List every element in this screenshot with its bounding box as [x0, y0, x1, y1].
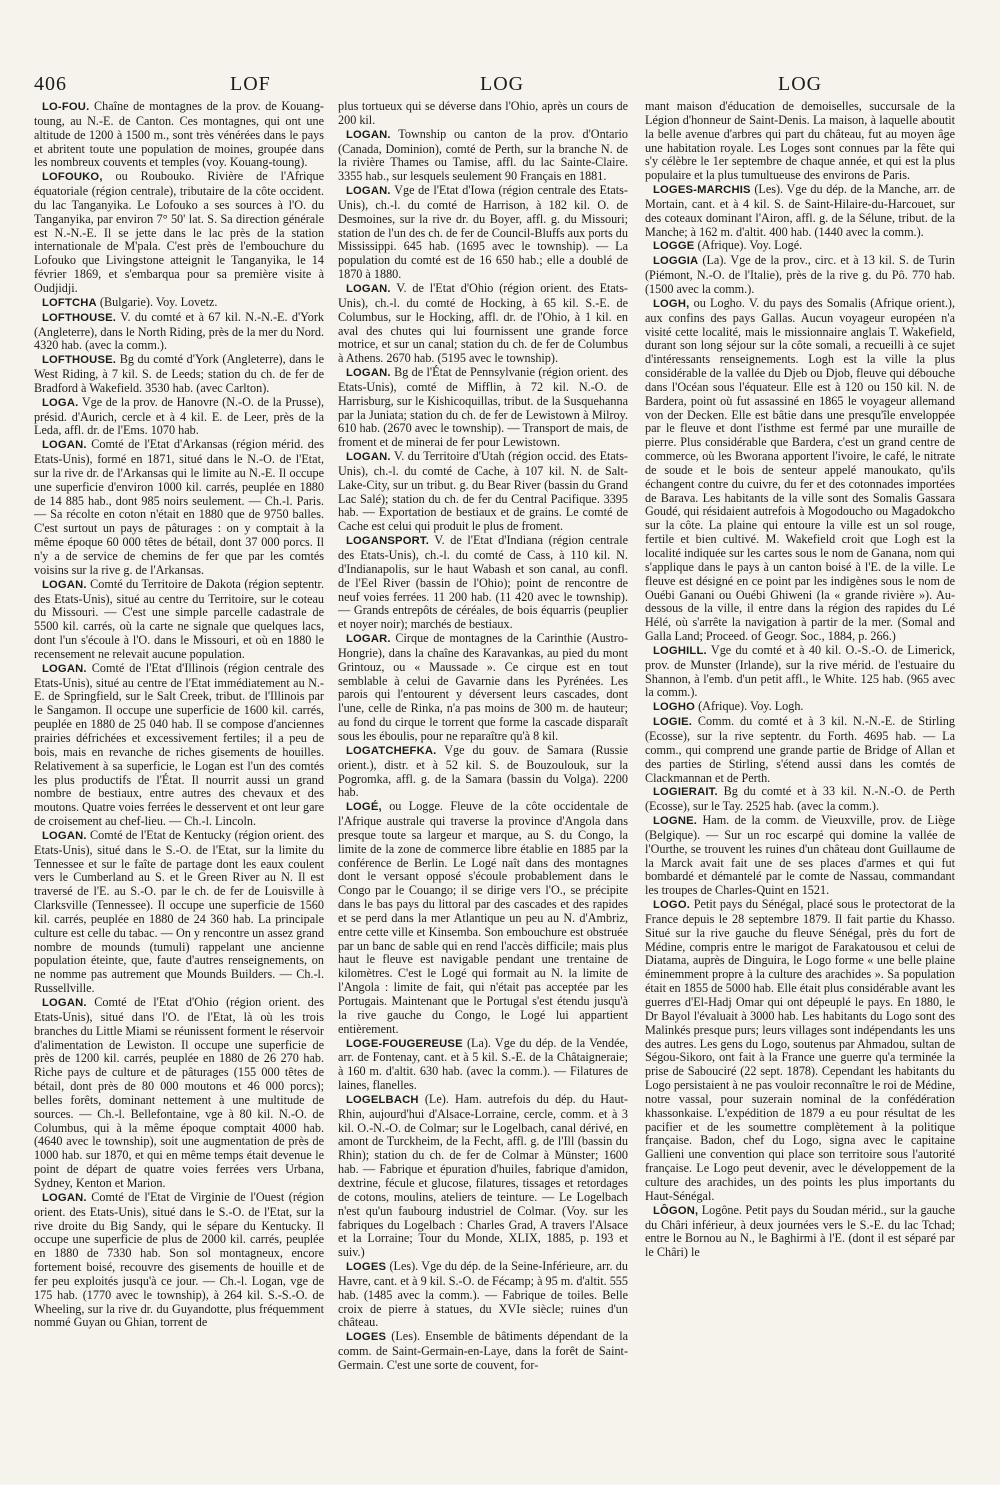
entry-headword: LOGAN. — [42, 997, 87, 1009]
entry-headword: LOGAR. — [346, 633, 391, 646]
entry-text: plus tortueux qui se déverse dans l'Ohio, après un cours de 200 kil. — [338, 100, 628, 127]
dictionary-entry — [34, 438, 324, 577]
entry-text: (Bulgarie). Voy. Lovetz. — [96, 294, 218, 309]
entry-text: Comté de l'Etat d'Ohio (région orient. des Etats-Unis), situé dans l'O. de l'Etat, là où les trois branches du Little Miami se réunissent forment le réservoir d'alimentation de Lewiston. Il occupe une superficie de près de 1200 kil. carrés, peuplée en 1880 de 26 270 hab. Riche pays de culture et de pâturages (155 000 têtes de bétail, dont près de 80 000 moutons et 46 000 porcs); belles forêts, dominant nettement à une multitude de sources. — Ch.-l. Bellefontaine, vge à 80 kil. N.-O. de Columbus, qui à la même époque comptait 4000 hab. (4640 avec le township), soit une augmentation de près de 1000 hab. sur 1870, et qui en même temps était devenue le point de départ de quatre voies ferrées vers Urbana, Sydney, Kenton et Marion. — [34, 995, 324, 1190]
dictionary-entry — [645, 700, 955, 715]
entry-text: (Afrique). Voy. Logé. — [694, 238, 803, 253]
entry-headword: LOGAN. — [42, 578, 87, 591]
dictionary-entry — [338, 800, 628, 1036]
dictionary-entry — [338, 1330, 628, 1373]
entry-text: ou Logho. V. du pays des Somalis (Afrique orient.), aux confins des pays Gallas. Aucun voyageur européen n'a visité cette localité, mais le missionnaire anglais T. Wakefield, durant son long séjour sur la côte somali, a recueilli à ce sujet d'intéressants renseignements. Logh est la ville la plus considérable de la vallée du Djeb ou Djob, fleuve qui débouche dans l'Océan sous l'équateur. Elle est à 120 ou 150 kil. N. de Bardera, point où fut assassiné en 1865 le voyageur allemand von der Decken. Elle est bâtie dans une presqu'île enveloppée par le fleuve et dont l'isthme est fermé par une muraille de pierre. Plus considérable que Bardera, c'est un grand centre de commerce, où les Bworana apportent l'ivoire, le café, le nitrate de soude et le bois de senteur appelé manoukato, qu'ils échangent contre du cuivre, du fer et des cotonnades importées de Barava. Les habitants de la ville sont des Somalis Gassara Goudé, qui résidaient autrefois à Mogodoucho ou Magadokcho sur la côte. La plaine qui entoure la ville est un sol rouge, fertile et bien cultivé. M. Wakefield croit que Logh est la localité indiquée sur les cartes sous le nom de Ganana, nom qui s'applique dans le pays à un canton boisé à l'E. de la ville. Le fleuve est désigné en ce point par les indigènes sous le nom de Ouébi Ganani ou Ouébi Ghiweni (la « grande rivière »). Au-dessous de la ville, il entre dans la région des rapides du Lé Hélé, où s'arrête la navigation à partir de la mer. (Somal and Galla Land; Proceed. of Geogr. Soc., 1884, p. 266.) — [645, 295, 955, 644]
entry-text: (La). Vge de la prov., circ. et à 13 kil. S. de Turin (Piémont, N.-O. de l'Italie), près de la rive g. du Pô. 770 hab. (1500 avec la comm.). — [645, 253, 955, 296]
entry-headword: LOGHILL. — [653, 644, 707, 657]
entry-text: Vge du gouv. de Samara (Russie orient.), distr. et à 52 kil. S. de Bouzoulouk, sur la Pogromka, affl. g. de la Samara (bassin du Volga). 2200 hab. — [338, 742, 628, 800]
dictionary-entry — [338, 282, 628, 366]
entry-headword: LOGIE. — [653, 716, 693, 729]
entry-headword: LO-FOU. — [42, 101, 90, 113]
entry-headword: LOGAN. — [346, 128, 391, 141]
entry-text: V. de l'Etat d'Indiana (région centrale des Etats-Unis), ch.-l. du comté de Cass, à 110 kil. N. d'Indianapolis, sur le haut Wabash et son canal, au confl. de l'Eel River (bassin de l'Ohio); point de rencontre de neuf voies ferrées. 11 200 hab. (11 420 avec le township). — Grands entrepôts de céréales, de bois équarris (peuplier et noyer noir); marchés de bestiaux. — [338, 533, 628, 632]
running-head-right: LOG — [778, 73, 823, 95]
dictionary-entry — [338, 184, 628, 282]
dictionary-entry — [338, 128, 628, 184]
entry-text: (Les). Ensemble de bâtiments dépendant de la comm. de Saint-Germain-en-Laye, dans la forêt de Saint-Germain. C'est une sorte de couvent, for- — [338, 1329, 628, 1372]
entry-text: (La). Vge du dép. de la Vendée, arr. de Fontenay, cant. et à 5 kil. S.-E. de la Châtaigneraie; à 160 m. d'altit. 630 hab. (avec la comm.). — Filatures de laines, flanelles. — [338, 1035, 628, 1093]
dictionary-entry — [645, 1204, 955, 1260]
entry-headword: LOFTHOUSE. — [42, 354, 117, 367]
entry-text: Bg du comté d'York (Angleterre), dans le West Riding, à 7 kil. S. de Leeds; station du ch. de fer de Bradford à Wakefield. 3530 hab. (avec Carlton). — [34, 352, 324, 395]
entry-text: Comté de l'Etat d'Arkansas (région mérid. des Etats-Unis), formé en 1871, situé dans le N.-O. de l'Etat, sur la rive dr. de l'Arkansas qui le limite au N.-E. Il occupe une superficie d'environ 1000 kil. carrés, peuplée en 1880 de 14 885 hab., dont 985 noirs seulement. — Ch.-l. Paris. — Sa récolte en coton n'était en 1880 que de 9750 balles. C'est surtout un pays de pâturages : on y comptait à la même époque 60 000 têtes de bétail, dont 37 000 porcs. Il n'y a de service de chemins de fer que par les comtés voisins sur la rive g. de l'Arkansas. — [34, 437, 324, 577]
entry-headword: LOGGIA — [653, 255, 699, 268]
dictionary-entry — [338, 450, 628, 534]
entry-text: Comté de l'Etat d'Illinois (région centrale des Etats-Unis), situé au centre de l'Etat immédiatement au N.-E. de Springfield, sur le Salt Creek, tribut. de l'Illinois par le Sangamon. Il occupe une superficie de 1600 kil. carrés, peuplée en 1880 de 25 040 hab. Il se compose d'anciennes prairies défrichées et excessivement fertiles; il a peu de bois, mais en revanche de riches gisements de houilles. Relativement à sa superficie, le Logan est l'un des comtés les plus productifs de l'État. Il nourrit aussi un grand nombre de bestiaux, entre autres des chevaux et des moutons. Quatre voies ferrées le desservent et ont leur gare de croisement au chef-lieu. — Ch.-l. Lincoln. — [34, 660, 324, 829]
dictionary-entry — [338, 534, 628, 632]
entry-headword: LOGANSPORT. — [346, 535, 430, 548]
entry-text: Vge de la prov. de Hanovre (N.-O. de la Prusse), présid. d'Aurich, cercle et à 4 kil. E. de Leer, près de la Leda, affl. dr. de l'Ems. 1070 hab. — [34, 394, 324, 438]
dictionary-entry — [645, 239, 955, 254]
entry-text: Logône. Petit pays du Soudan mérid., sur la gauche du Châri inférieur, à deux journées vers le S.-E. du lac Tchad; entre le Bornou au N., le Baghirmi à l'E. (dont il est séparé par le Châri) le — [645, 1202, 955, 1260]
dictionary-entry — [34, 396, 324, 439]
entry-text: V. du comté et à 67 kil. N.-N.-E. d'York (Angleterre), dans le North Riding, près de la mer du Nord. 4320 hab. (avec la comm.). — [34, 309, 324, 353]
entry-headword: LOGELBACH — [346, 1093, 419, 1106]
dictionary-entry — [645, 254, 955, 297]
entry-headword: LOGES — [346, 1261, 387, 1274]
entry-text: Ham. de la comm. de Vieuxville, prov. de Liège (Belgique). — Sur un roc escarpé qui domine la vallée de l'Ourthe, se trouvent les ruines d'un château dont Guillaume de la Marck avait fait une de ses places d'armes et qui fut bombardé et démantelé par le comte de Nassau, commandant les troupes de Charles-Quint en 1521. — [645, 813, 955, 898]
entry-text: Bg du comté et à 33 kil. N.-N.-O. de Perth (Ecosse), sur le Tay. 2525 hab. (avec la comm.). — [645, 784, 955, 814]
entry-headword: LOGAN. — [42, 662, 87, 675]
dictionary-entry — [34, 1191, 324, 1330]
entry-text: Vge du comté et à 40 kil. O.-S.-O. de Limerick, prov. de Munster (Irlande), sur la rive mérid. de l'estuaire du Shannon, à l'emb. d'un petit affl., le White. 125 hab. (965 avec la comm.). — [645, 642, 955, 700]
entry-headword: LOFTCHA — [42, 296, 97, 309]
dictionary-entry — [338, 632, 628, 744]
dictionary-entry — [338, 366, 628, 450]
entry-text: Comté du Territoire de Dakota (région septentr. des Etats-Unis), situé au centre du Territoire, sur le coteau du Missouri. — C'est une simple parcelle cadastrale de 5500 kil. carrés, où la carte ne signale que quelques lacs, dont l'un s'écoule à l'O. dans le Missouri, et où en 1880 le recensement ne relevait aucune population. — [34, 576, 324, 661]
dictionary-entry — [338, 100, 628, 128]
entry-text: (Les). Vge du dép. de la Seine-Inférieure, arr. du Havre, cant. et à 9 kil. S.-O. de Fécamp; à 95 m. d'altit. 555 hab. (1485 avec la comm.). — Fabrique de toiles. Belle croix de pierre à statues, du XVIe siècle; ruines d'un château. — [338, 1259, 628, 1330]
entry-headword: LOFTHOUSE. — [42, 311, 117, 324]
entry-headword: LOGÉ, — [346, 801, 382, 814]
entry-text: ou Logge. Fleuve de la côte occidentale de l'Afrique australe qui traverse la province d'Angola dans presque toute sa largeur et marque, au S. du Congo, la limite de la zone de commerce libre établie en 1885 par la conférence de Berlin. Le Logé naît dans des montagnes dont le versant opposé s'écoule probablement dans le Congo par le Couango; il se dirige vers l'O., se précipite dans le bas pays du littoral par des cascades et des rapides et se perd dans la mer Atlantique un peu au N. d'Ambriz, entre cette ville et Kinsemba. Son embouchure est obstruée par un banc de sable qui en rend l'accès difficile; mais plus haut le fleuve est navigable pendant une trentaine de kilomètres. C'est le Logé qui formait au N. la limite de l'Angola : limite de fait, qui n'était pas acceptée par les Portugais. Maintenant que le Portugal s'est étendu jusqu'à la rive gauche du Congo, le Logé lui appartient entièrement. — [338, 799, 628, 1036]
dictionary-entry — [34, 170, 324, 296]
entry-text: Comm. du comté et à 3 kil. N.-N.-E. de Stirling (Ecosse), sur la rive septentr. du Forth. 4695 hab. — La comm., qui comprend une grande partie de Bridge of Allan et des parties de Stirling, s'étend aussi dans les comtés de Clackmannan et de Perth. — [645, 714, 955, 785]
dictionary-entry — [34, 311, 324, 354]
entry-text: ou Roubouko. Rivière de l'Afrique équatoriale (région centrale), tributaire de la côte occident. du lac Tanganyika. Le Lofouko a ses sources à l'O. du Tanganyika, par environ 7° 50' lat. S. Sa direction générale est N.-N.-E. Il se jette dans le lac près de la station internationale de M'pala. C'est près de l'embouchure du Lofouko que Livingstone atteignit le Tanganyika, le 14 février 1869, et s'embarqua pour sa première visite à Oudjidji. — [34, 169, 324, 295]
dictionary-entry — [645, 785, 955, 814]
dictionary-entry — [338, 1260, 628, 1330]
dictionary-entry — [645, 100, 955, 183]
dictionary-entry — [34, 829, 324, 996]
entry-text: Cirque de montagnes de la Carinthie (Austro-Hongrie), dans la chaîne des Karavankas, au pied du mont Grintouz, ou « Maussade ». Ce cirque est en tout semblable à celui de Gavarnie dans les Pyrénées. Les parois qui l'entourent y déversent leurs cascades, dont l'une, celle de Rinka, n'a pas moins de 300 m. de hauteur; au fond du cirque le torrent que forme la cascade disparaît sous les éboulis, pour ne reparaître qu'à 8 kil. — [338, 631, 628, 743]
dictionary-entry — [34, 296, 324, 311]
text-column-right — [645, 100, 955, 1475]
dictionary-entry — [645, 644, 955, 700]
entry-headword: LOGATCHEFKA. — [346, 744, 437, 757]
running-head-left: LOF — [230, 73, 271, 95]
entry-text: (Le). Ham. autrefois du dép. du Haut-Rhin, aujourd'hui d'Alsace-Lorraine, cercle, comm. et à 3 kil. O.-N.-O. de Colmar; sur le Logelbach, canal dérivé, en amont de Turckheim, de la Fecht, affl. g. de l'Ill (bassin du Rhin); station du ch. de fer de Colmar à Münster; 1600 hab. — Fabrique et épuration d'huiles, fabrique d'amidon, dextrine, fécule et glucose, filatures, tissages et retordages de cotons, moulins, ateliers de teinture. — Le Logelbach n'est qu'un faubourg industriel de Colmar. (Voy. sur les fabriques du Logelbach : Charles Grad, A travers l'Alsace et la Lorraine; Tour du Monde, XLIX, 1885, p. 193 et suiv.) — [338, 1091, 628, 1260]
dictionary-entry — [645, 183, 955, 239]
dictionary-entry — [34, 353, 324, 396]
page-header — [0, 0, 1000, 100]
entry-headword: LOGA. — [42, 396, 79, 409]
entry-text: (Les). Vge du dép. de la Manche, arr. de Mortain, cant. et à 4 kil. S. de Saint-Hilaire-du-Harcouet, sur des coteaux dominant l'Airon, affl. g. de la Sélune, tribut. de la Manche; à 162 m. d'altit. 400 hab. (1440 avec la comm.). — [645, 182, 955, 239]
page-number: 406 — [34, 73, 67, 95]
dictionary-entry — [34, 100, 324, 170]
dictionary-entry — [645, 898, 955, 1204]
dictionary-entry — [338, 1093, 628, 1260]
dictionary-entry — [645, 814, 955, 898]
entry-text: Chaîne de montagnes de la prov. de Kouang-toung, au N.-E. de Canton. Ces montagnes, qui ont une altitude de 1200 à 1500 m., sont très vénérées dans le pays et abritent toute une population de moines, groupée dans les nombreux couvents et temples (voy. Kouang-toung). — [34, 100, 324, 170]
entry-text: (Afrique). Voy. Logh. — [695, 699, 804, 714]
entry-headword: LOGAN. — [346, 451, 391, 464]
entry-headword: LOGE-FOUGEREUSE — [346, 1037, 463, 1050]
entry-text: Vge de l'Etat d'Iowa (région centrale des Etats-Unis), ch.-l. du comté de Harrison, à 182 kil. O. de Desmoines, sur la rive dr. du Boyer, affl. g. du Missouri; station de l'un des ch. de fer de Council-Bluffs aux ports du Mississippi. 645 hab. (1695 avec le township). — La population du comté est de 16 650 hab.; elle a doublé de 1870 à 1880. — [338, 183, 628, 282]
entry-headword: LOGHO — [653, 701, 696, 714]
entry-text: V. du Territoire d'Utah (région occid. des Etats-Unis), ch.-l. du comté de Cache, à 107 kil. N. de Salt-Lake-City, sur un tribut. g. du Bear River (bassin du Grand Lac Salé); station du ch. de fer du Central Pacifique. 3395 hab. — Exportation de bestiaux et de grains. Le comté de Cache est celui qui produit le plus de froment. — [338, 449, 628, 534]
entry-headword: LÔGON, — [653, 1204, 699, 1217]
entry-text: Bg de l'État de Pennsylvanie (région orient. des Etats-Unis), comté de Mifflin, à 72 kil. N.-O. de Harrisburg, sur le Kishicoquillas, tribut. de la Susquehanna par la Juniata; station du ch. de fer de Lewistown à Milroy. 610 hab. (2670 avec le township). — Transport de mais, de froment et de minerai de fer pour Lewistown. — [338, 365, 628, 450]
running-head-middle: LOG — [480, 73, 525, 95]
entry-text: Comté de l'Etat de Kentucky (région orient. des Etats-Unis), situé dans le S.-O. de l'Etat, sur la limite du Tennessee et sur le faîte de partage dont les eaux coulent vers le Cumberland au S. et le Green River au N. Il est traversé de l'E. au S.-O. par le ch. de fer de Louisville à Clarksville (Tennessee). Il occupe une superficie de 1560 kil. carrés, peuplée en 1880 de 24 360 hab. La principale culture est celle du tabac. — On y rencontre un assez grand nombre de mounds (tumuli) rappelant une ancienne population éteinte, que, faute d'autres renseignements, on ne nomme pas autrement que Mounds Builders. — Ch.-l. Russellville. — [34, 827, 324, 996]
text-column-middle — [338, 100, 628, 1475]
dictionary-entry — [34, 996, 324, 1191]
text-column-left — [34, 100, 324, 1475]
entry-headword: LOGAN. — [42, 1191, 87, 1204]
dictionary-entry — [34, 662, 324, 829]
entry-headword: LOGAN. — [42, 829, 87, 842]
entry-headword: LOGAN. — [42, 439, 87, 452]
dictionary-entry — [338, 1037, 628, 1093]
dictionary-entry — [645, 297, 955, 644]
entry-headword: LOGNE. — [653, 815, 698, 828]
dictionary-entry — [338, 744, 628, 800]
entry-text: V. de l'Etat d'Ohio (région orient. des Etats-Unis), ch.-l. du comté de Hocking, à 65 kil. S.-E. de Columbus, sur le Hocking, affl. dr. de l'Ohio, à 1 kil. en aval des chutes qui lui fournissent une grande force motrice, et sur un canal; station du ch. de fer de Columbus à Athens. 2670 hab. (5195 avec le township). — [338, 280, 628, 366]
entry-headword: LOGGE — [653, 240, 695, 253]
entry-headword: LOGES — [346, 1331, 387, 1344]
entry-headword: LOGH, — [653, 297, 690, 310]
entry-headword: LOFOUKO, — [42, 171, 103, 184]
dictionary-entry — [34, 578, 324, 662]
entry-text: Petit pays du Sénégal, placé sous le protectorat de la France depuis le 28 septembre 1879. Il fait partie du Khasso. Situé sur la rive gauche du fleuve Sénégal, près du fort de Médine, compris entre le marigot de Farakatousou et celui de Diatama, auprès de Dinguira, le Logo forme « une belle plaine éminemment propre à la culture des arachides ». Sa population était en 1855 de 5000 hab. Elle était plus considérable avant les guerres d'El-Hadj Omar qui ont dépeuplé le pays. En 1880, le Dr Bayol l'évaluait à 3000 hab. Les habitants du Logo sont des Malinkés presque purs; leurs villages sont indépendants les uns des autres. Les gens du Logo, soutenus par Ahmadou, sultan de Ségou-Sikoro, ont fait à la France une guerre qu'a terminée la prise de Sabouciré (22 sept. 1878). Cependant les habitants du Logo persistaient à ne pas vouloir reconnaître le roi de Médine, notre vassal, pour suzerain nominal de la confédération khassonkaise. L'expédition de 1879 a eu pour résultat de les pacifier et de les soumettre complètement à la politique française. Badon, chef du Logo, signa avec le capitaine Gallieni une convention qui place son territoire sous l'autorité française. Le Logo peut devenir, avec le développement de la culture des arachides, un des points les plus importants du Haut-Sénégal. — [645, 897, 955, 1203]
entry-headword: LOGAN. — [346, 282, 391, 295]
entry-text: Township ou canton de la prov. d'Ontario (Canada, Dominion), comté de Perth, sur la branche N. de la rivière Thames ou Tamise, affl. du lac Sainte-Claire. 3355 hab., sur lesquels seulement 90 Français en 1881. — [338, 126, 628, 184]
entry-headword: LOGES-MARCHIS — [653, 184, 751, 197]
entry-headword: LOGAN. — [346, 367, 391, 380]
entry-headword: LOGIERAIT. — [653, 786, 718, 799]
entry-text: Comté de l'Etat de Virginie de l'Ouest (région orient. des Etats-Unis), situé dans le S.-O. de l'Etat, sur la rive droite du Big Sandy, qui le sépare du Kentucky. Il occupe une superficie de plus de 2000 kil. carrés, peuplée en 1880 de 7330 hab. Son sol montagneux, encore fortement boisé, recouvre des gisements de houille et de fer peu exploités jusqu'à ce jour. — Ch.-l. Logan, vge de 175 hab. (1770 avec le township), à 264 kil. S.-S.-O. de Wheeling, sur la rive dr. du Guyandotte, plus fréquemment nommé Guyan ou Ghian, torrent de — [34, 1189, 324, 1330]
entry-headword: LOGO. — [653, 899, 691, 912]
entry-headword: LOGAN. — [346, 185, 391, 198]
entry-text: mant maison d'éducation de demoiselles, succursale de la Légion d'honneur de Saint-Denis. La maison, à laquelle aboutit la belle avenue d'arbres qui part du château, fut au moyen âge une habitation royale. Les Loges sont connues par la fête qui s'y célèbre le 1er septembre de chaque année, et qui est la plus populaire et la plus tumultueuse des environs de Paris. — [645, 100, 955, 183]
dictionary-entry — [645, 715, 955, 785]
